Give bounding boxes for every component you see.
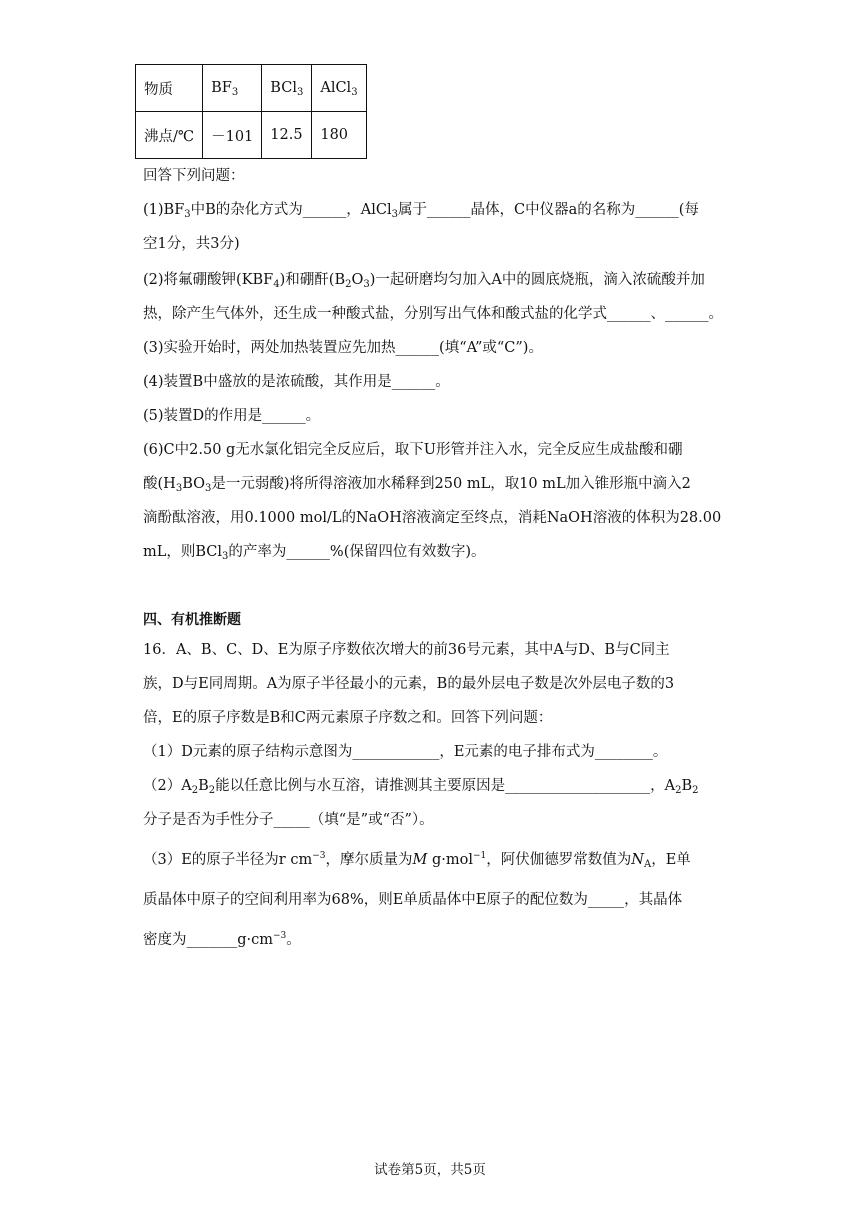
- text-line: 质晶体中原子的空间利用率为68%，则E单质晶体中E原子的配位数为_____，其晶体: [143, 892, 683, 908]
- text-line: 分子是否为手性分子_____（填“是”或“否”）。: [143, 812, 434, 828]
- text-line: 密度为$\_\_\_\_\_\_\_g\cdot cm^{-3}$。: [143, 931, 301, 948]
- table-cell: 物质: [136, 65, 203, 112]
- text-line: $(1)BF_3$中B的杂化方式为______，AlCl$_3$属于______晶体，C中仪器a的名称为______(每: [143, 202, 699, 220]
- text-line: $(2)A_2B_2$能以任意比例与水互溶，请推测其主要原因是____________________，$A_2B_2$: [143, 778, 699, 796]
- text-line: mL，则BCl$_3$的产率为______%(保留四位有效数字)。: [143, 544, 486, 562]
- boiling-point-table: [135, 64, 367, 159]
- text-line: (3)实验开始时，两处加热装置应先加热______(填“A”或“C”)。: [143, 340, 543, 356]
- text-line: 热，除产生气体外，还生成一种酸式盐，分别写出气体和酸式盐的化学式______、______。: [143, 306, 723, 322]
- page-footer: 试卷第5页，共5页: [374, 1162, 486, 1178]
- text-line: 酸($H_3BO_3$是一元弱酸)将所得溶液加水稀释到250 mL，取10 mL加入锥形瓶中滴入2: [143, 476, 691, 494]
- text-line: (2)将氟硼酸钾$(KBF_4)$和硼酐$(B_2O_3)$一起研磨均匀加入A中的圆底烧瓶，滴入浓硫酸并加: [143, 272, 705, 290]
- text-line: 滴酚酞溶液，用0.1000 mol/L的NaOH溶液滴定至终点，消耗NaOH溶液的体积为28.00: [143, 510, 722, 526]
- text-line: （1）D元素的原子结构示意图为____________，E元素的电子排布式为________。: [143, 744, 668, 760]
- text-line: 回答下列问题：: [143, 168, 245, 184]
- text-line: (5)装置D的作用是______。: [143, 408, 321, 424]
- text-line: 倍，E的原子序数是B和C两元素原子序数之和。回答下列问题：: [143, 710, 553, 726]
- table-row: [136, 112, 367, 159]
- text-line: (4)装置B中盛放的是浓硫酸，其作用是______。: [143, 374, 450, 390]
- table-cell: BCl$_3$: [262, 65, 312, 112]
- text-line: (6)C中2.50 g无水氯化铝完全反应后，取下U形管并注入水，完全反应生成盐酸和硼: [143, 442, 683, 458]
- section-heading: 四、有机推断题: [143, 612, 241, 628]
- table-cell: 沸点/℃: [136, 112, 203, 159]
- table-cell: $BF_3$: [203, 65, 262, 112]
- text-line: 族，D与E同周期。A为原子半径最小的元素，B的最外层电子数是次外层电子数的3: [143, 676, 675, 692]
- table-cell: AlCl$_3$: [312, 65, 366, 112]
- table-cell: 12.5: [262, 112, 312, 159]
- text-line: 空1分，共3分): [143, 236, 240, 252]
- table-header-row: [136, 65, 367, 112]
- text-line: 16．A、B、C、D、E为原子序数依次增大的前36号元素，其中A与D、B与C同主: [143, 642, 670, 658]
- text-line: （3）E的原子半径为r $cm^{-3}$，摩尔质量为M g·mol$^{-1}$，阿伏伽德罗常数值为$N_A$，E单: [143, 851, 691, 870]
- table-cell: 180: [312, 112, 366, 159]
- table-cell: －101: [203, 112, 262, 159]
